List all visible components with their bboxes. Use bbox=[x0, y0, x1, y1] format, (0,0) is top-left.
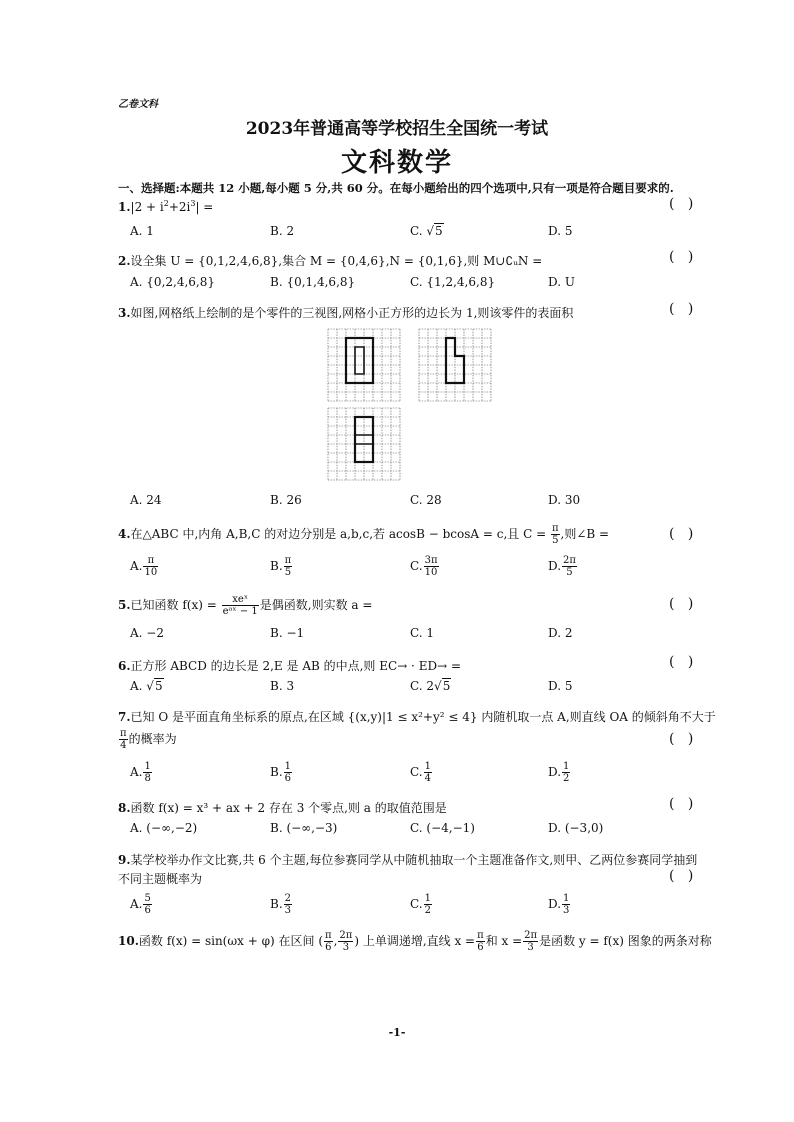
q7-option-a: A. $\frac{1}{8}$ bbox=[130, 761, 151, 784]
q2-option-a: A. {0,2,4,6,8} bbox=[130, 275, 215, 289]
question-4-stem: 4.在△ABC 中,内角 A,B,C 的对边分别是 a,b,c,若 acosB − bcosA = c,且 C = $\frac{\pi}{5}$ ,则∠B = bbox=[118, 523, 610, 546]
top-view-figure bbox=[327, 407, 401, 481]
q3-option-b: B. 26 bbox=[270, 493, 302, 507]
exam-title: 2023年普通高等学校招生全国统一考试 bbox=[245, 119, 549, 139]
q3-option-a: A. 24 bbox=[130, 493, 162, 507]
answer-bracket: ( ) bbox=[669, 301, 694, 317]
q6-option-d: D. 5 bbox=[548, 679, 573, 693]
question-7-stem-line2: $\frac{\pi}{4}$ 的概率为 bbox=[120, 728, 177, 751]
q9-option-d: D. $\frac{1}{3}$ bbox=[548, 893, 570, 916]
q4-option-b: B. $\frac{\pi}{5}$ bbox=[270, 555, 292, 578]
question-1-stem: $1.|2 + i^2+2i^3|$ = bbox=[118, 199, 214, 214]
question-2-stem: 2.设全集 U = {0,1,2,4,6,8},集合 M = {0,4,6},N = {0,1,6},则 M∪∁ᵤN = bbox=[118, 254, 543, 268]
q6-option-c: C. 2√5 bbox=[410, 679, 451, 693]
q6-option-a: A. √5 bbox=[130, 679, 163, 693]
side-view-figure bbox=[418, 328, 492, 402]
answer-bracket: ( ) bbox=[669, 196, 694, 212]
q9-option-a: A. $\frac{5}{6}$ bbox=[130, 893, 151, 916]
exam-subtitle: 文科数学 bbox=[340, 148, 453, 178]
q8-option-b: B. (−∞,−3) bbox=[270, 821, 338, 835]
answer-bracket: ( ) bbox=[669, 249, 694, 265]
q8-option-c: C. (−4,−1) bbox=[410, 821, 475, 835]
q4-option-a: A. $\frac{\pi}{10}$ bbox=[130, 555, 158, 578]
q8-option-a: A. (−∞,−2) bbox=[130, 821, 198, 835]
question-7-stem: 7.已知 O 是平面直角坐标系的原点,在区域 {(x,y)|1 ≤ x²+y² ≤ 4} 内随机取一点 A,则直线 OA 的倾斜角不大于 bbox=[118, 710, 716, 724]
q9-option-c: C. $\frac{1}{2}$ bbox=[410, 893, 431, 916]
q5-option-b: B. −1 bbox=[270, 626, 305, 640]
question-8-stem: 8.函数 f(x) = x³ + ax + 2 存在 3 个零点,则 a 的取值范围是 bbox=[118, 801, 447, 815]
q5-option-c: C. 1 bbox=[410, 626, 435, 640]
q2-option-d: D. U bbox=[548, 275, 575, 289]
question-6-stem: 6.正方形 ABCD 的边长是 2,E 是 AB 的中点,则 EC→ · ED→ = bbox=[118, 659, 461, 673]
q3-option-d: D. 30 bbox=[548, 493, 581, 507]
question-9-stem-line2: 不同主题概率为 bbox=[118, 872, 203, 886]
q9-option-b: B. $\frac{2}{3}$ bbox=[270, 893, 292, 916]
question-3-stem: 3.如图,网格纸上绘制的是个零件的三视图,网格小正方形的边长为 1,则该零件的表面积 bbox=[118, 306, 574, 320]
page-number: -1- bbox=[388, 1026, 406, 1039]
q3-option-c: C. 28 bbox=[410, 493, 442, 507]
answer-bracket: ( ) bbox=[669, 654, 694, 670]
q5-option-a: A. −2 bbox=[130, 626, 164, 640]
q7-option-d: D. $\frac{1}{2}$ bbox=[548, 761, 570, 784]
section-heading: 一、选择题:本题共 12 小题,每小题 5 分,共 60 分。在每小题给出的四个选项中,只有一项是符合题目要求的. bbox=[118, 181, 674, 195]
q1-option-a: A. 1 bbox=[130, 224, 154, 238]
q2-option-c: C. {1,2,4,6,8} bbox=[410, 275, 496, 289]
question-9-stem: 9.某学校举办作文比赛,共 6 个主题,每位参赛同学从中随机抽取一个主题准备作文,则甲、乙两位参赛同学抽到 bbox=[118, 853, 698, 867]
q7-option-c: C. $\frac{1}{4}$ bbox=[410, 761, 431, 784]
q6-option-b: B. 3 bbox=[270, 679, 295, 693]
answer-bracket: ( ) bbox=[669, 796, 694, 812]
q4-option-c: C. $\frac{3\pi}{10}$ bbox=[410, 555, 438, 578]
q5-option-d: D. 2 bbox=[548, 626, 573, 640]
q8-option-d: D. (−3,0) bbox=[548, 821, 604, 835]
answer-bracket: ( ) bbox=[669, 731, 694, 747]
q7-option-b: B. $\frac{1}{6}$ bbox=[270, 761, 292, 784]
question-5-stem: 5.已知函数 f(x) = $\frac{\text{xeˣ}}{\text{eᵃˣ − 1}}$ 是偶函数,则实数 a = bbox=[118, 594, 373, 617]
q1-option-c: C. √5 bbox=[410, 224, 443, 238]
question-10-stem: 10.函数 f(x) = sin(ωx + φ) 在区间 ( $\frac{\pi}{6}$ , $\frac{2\pi}{3}$ ) 上单调递增,直线 x = $\frac{\pi}{6}$ 和 x = $\frac{2\pi}{3}$ 是函数 y = f(x) 图象的两条对称 bbox=[118, 930, 712, 953]
q1-option-d: D. 5 bbox=[548, 224, 573, 238]
answer-bracket: ( ) bbox=[669, 596, 694, 612]
answer-bracket: ( ) bbox=[669, 868, 694, 884]
q1-option-b: B. 2 bbox=[270, 224, 295, 238]
q4-option-d: D. $\frac{2\pi}{5}$ bbox=[548, 555, 576, 578]
answer-bracket: ( ) bbox=[669, 526, 694, 542]
exam-tag: 乙卷文科 bbox=[118, 99, 158, 110]
front-view-figure bbox=[327, 328, 401, 402]
q2-option-b: B. {0,1,4,6,8} bbox=[270, 275, 356, 289]
